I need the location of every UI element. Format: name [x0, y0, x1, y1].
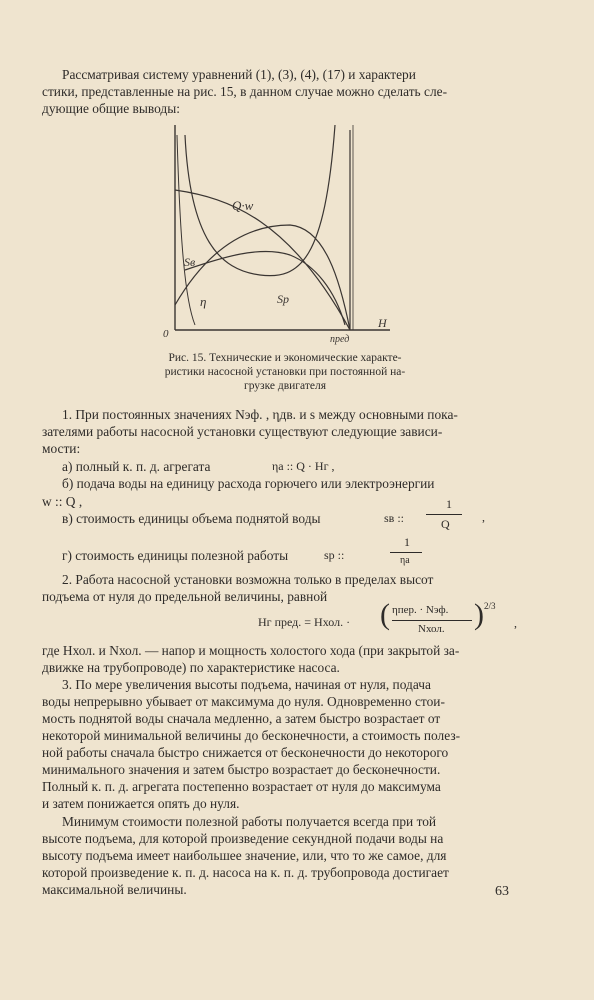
p3-line-8: и затем понижается опять до нуля.: [42, 796, 240, 811]
item-g-num: 1: [404, 535, 410, 549]
h-formula-den: Nхол.: [418, 623, 445, 635]
h-formula-num: ηпер. · Nэф.: [392, 604, 449, 616]
item-b-line-2: w :: Q ,: [42, 494, 83, 509]
label-sp: Sр: [277, 292, 289, 306]
label-h-pred: пред: [330, 334, 350, 345]
p2-line-3: где Hхол. и Nхол. — напор и мощность холостого хода (при закрытой за-: [42, 643, 460, 658]
p4-line-3: высоту подъема имеет наибольшее значение, или, что то же самое, для: [42, 848, 447, 863]
h-formula-paren-left: (: [380, 598, 390, 631]
label-origin: 0: [163, 328, 169, 340]
item-g-text: г) стоимость единицы полезной работы: [62, 548, 289, 563]
p1-line-2: зателями работы насосной установки существуют следующие зависи-: [42, 424, 443, 439]
label-h-axis: H: [378, 316, 387, 330]
item-v-tail: ,: [482, 510, 485, 524]
h-formula-pow: 2/3: [484, 601, 496, 611]
diagram-svg: [150, 120, 410, 350]
p4-line-2: высоте подъема, для которой произведение секундной подачи воды на: [42, 831, 444, 846]
intro-line-1: Рассматривая систему уравнений (1), (3), (4), (17) и характери: [62, 67, 416, 82]
figure-caption-2: ристики насосной установки при постоянной на-: [164, 366, 406, 378]
curve-sp: [185, 251, 345, 325]
item-g-den: ηа: [400, 555, 410, 566]
p3-line-7: Полный к. п. д. агрегата постепенно возрастает от нуля до максимума: [42, 779, 441, 794]
intro-line-3: дующие общие выводы:: [42, 101, 180, 116]
item-v-num: 1: [446, 497, 452, 511]
p3-line-4: некоторой минимальной величины до бесконечности, а стоимость полез-: [42, 728, 461, 743]
figure-15-diagram: [150, 120, 410, 350]
label-eta: η: [200, 294, 207, 309]
label-qw: Q·w: [232, 198, 254, 213]
curve-sv: [185, 125, 335, 276]
item-g-fraction-bar: [390, 552, 422, 553]
page-number: 63: [495, 884, 509, 899]
item-a-text: а) полный к. п. д. агрегата: [62, 459, 211, 474]
h-formula-bar: [392, 620, 472, 621]
p1-line-1: 1. При постоянных значениях Nэф. , ηдв. и s между основными пока-: [62, 407, 458, 422]
p4-line-5: максимальной величины.: [42, 882, 187, 897]
h-formula-lhs: Hг пред. = Hхол. ·: [258, 615, 351, 629]
p1-line-3: мости:: [42, 441, 81, 456]
item-g-lhs: sр ::: [324, 548, 345, 562]
p4-line-4: которой произведение к. п. д. насоса на к. п. д. трубопровода достигает: [42, 865, 449, 880]
h-formula-tail: ,: [514, 616, 517, 630]
p3-line-5: ной работы сначала быстро снижается от бесконечности до некоторого: [42, 745, 449, 760]
curve-eta: [175, 225, 350, 330]
item-v-text: в) стоимость единицы объема поднятой воды: [62, 511, 321, 526]
intro-line-2: стики, представленные на рис. 15, в данном случае можно сделать сле-: [42, 84, 448, 99]
item-a-formula: ηа :: Q · Hг ,: [272, 459, 335, 473]
p2-line-2: подъема от нуля до предельной величины, равной: [42, 589, 328, 604]
figure-caption-3: грузке двигателя: [243, 380, 326, 392]
item-v-den: Q: [441, 517, 450, 531]
p2-line-1: 2. Работа насосной установки возможна только в пределах высот: [62, 572, 434, 587]
h-formula-paren-right: ): [474, 598, 484, 631]
item-v-lhs: sв ::: [384, 511, 405, 525]
item-v-fraction-bar: [426, 514, 462, 515]
item-b-line-1: б) подача воды на единицу расхода горючего или электроэнергии: [62, 476, 435, 491]
p4-line-1: Минимум стоимости полезной работы получается всегда при той: [62, 814, 437, 829]
p3-line-1: 3. По мере увеличения высоты подъема, начиная от нуля, подача: [62, 677, 431, 692]
p3-line-6: минимального значения и затем быстро возрастает до бесконечности.: [42, 762, 441, 777]
p2-line-4: движке на трубопроводе) по характеристике насоса.: [42, 660, 340, 675]
p3-line-2: воды непрерывно убывает от максимума до нуля. Одновременно стои-: [42, 694, 445, 709]
p3-line-3: мость поднятой воды сначала медленно, а затем быстро возрастает от: [42, 711, 441, 726]
figure-caption-1: Рис. 15. Технические и экономические характе-: [168, 352, 402, 364]
label-sv: Sв: [184, 255, 196, 269]
